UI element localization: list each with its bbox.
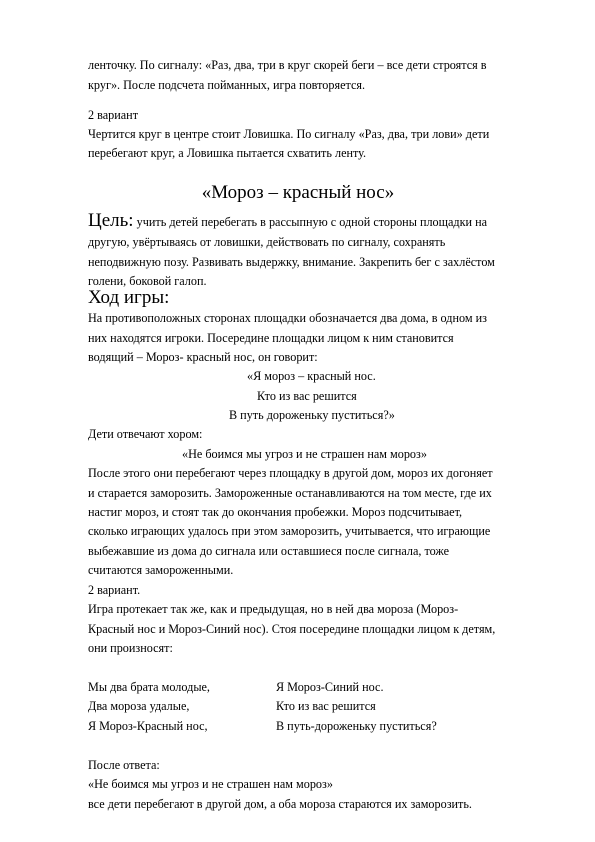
verse-right-1: Я Мороз-Синий нос. [276,680,384,694]
reply-quote: «Не боимся мы угроз и не страшен нам мороз» [182,447,427,461]
variant-2-top-line-1: Чертится круг в центре стоит Ловишка. По сигналу «Раз, два, три лови» дети [88,127,490,141]
verse-left-1: Мы два брата молодые, [88,680,210,694]
course-p2-line-1: После этого они перебегают через площадку в другой дом, мороз их догоняет [88,466,493,480]
course-p2-line-5: выбежавшие из дома до сигнала или оставшиеся после сигнала, тоже [88,544,450,558]
final-line: все дети перебегают в другой дом, а оба мороза стараются их заморозить. [88,797,472,811]
variant-2-line-3: они произносят: [88,641,173,655]
goal-text-1: учить детей перебегать в рассыпную с одной стороны площадки на [133,215,488,229]
course-p1-line-2: них находятся игроки. Посередине площадки лицом к ним становится [88,331,454,345]
verse-line-1: «Я мороз – красный нос. [247,369,376,383]
variant-2-line-1: Игра протекает так же, как и предыдущая, но в ней два мороза (Мороз- [88,602,459,616]
verse-right-2: Кто из вас решится [276,699,376,713]
goal-line-3: неподвижную позу. Развивать выдержку, внимание. Закрепить бег с захлёстом [88,255,495,269]
goal-label: Цель: [88,210,134,231]
verse-right-3: В путь-дороженьку пуститься? [276,719,437,733]
goal-line-1 [88,211,508,230]
verse-left-2: Два мороза удалые, [88,699,190,713]
verse-line-3: В путь дороженьку пуститься?» [229,408,395,422]
variant-2-line-2: Красный нос и Мороз-Синий нос). Стоя посередине площадки лицом к детям, [88,622,496,636]
verse-left-3: Я Мороз-Красный нос, [88,719,208,733]
course-p1-line-1: На противоположных сторонах площадки обозначается два дома, в одном из [88,311,487,325]
goal-line-4: голени, боковой галоп. [88,274,207,288]
variant-2-label: 2 вариант. [88,583,141,597]
course-p2-line-6: считаются замороженными. [88,563,234,577]
course-p1-line-3: водящий – Мороз- красный нос, он говорит: [88,350,318,364]
variant-2-top-line-2: перебегают круг, а Ловишка пытается схватить ленту. [88,146,367,160]
top-paragraph-line-2: круг». После подсчета пойманных, игра повторяется. [88,78,366,92]
game-title: «Мороз – красный нос» [201,182,395,203]
after-answer-label: После ответа: [88,758,160,772]
goal-line-2: другую, увёртываясь от ловишки, действовать по сигналу, сохранять [88,235,446,249]
verse-line-2: Кто из вас решится [257,389,357,403]
course-p2-line-2: и старается заморозить. Замороженные останавливаются на том месте, где их [88,486,492,500]
course-p2-line-4: сколько играющих удалось при этом заморозить, учитывается, что играющие [88,524,491,538]
course-p2-line-3: настиг мороз, и стоят так до окончания пробежки. Мороз подсчитывает, [88,505,463,519]
variant-2-top-label: 2 вариант [88,108,139,122]
course-heading: Ход игры: [88,287,170,308]
top-paragraph-line-1: ленточку. По сигналу: «Раз, два, три в круг скорей беги – все дети строятся в [88,58,487,72]
reply-intro: Дети отвечают хором: [88,427,203,441]
answer-quote: «Не боимся мы угроз и не страшен нам мороз» [88,777,333,791]
